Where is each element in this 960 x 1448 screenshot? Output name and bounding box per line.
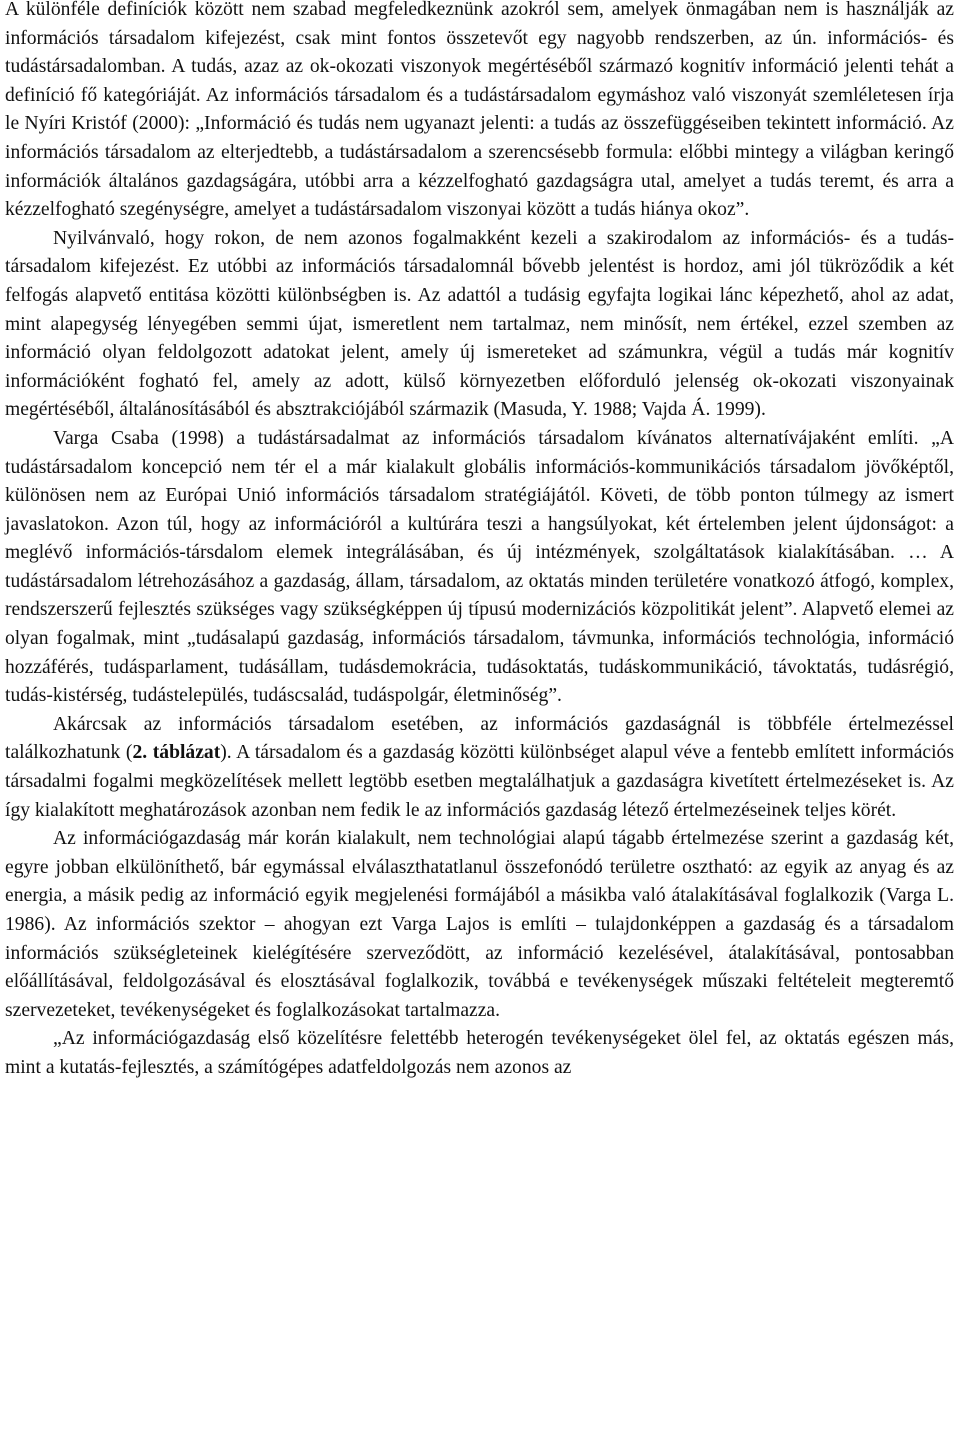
paragraph-varga-csaba: Varga Csaba (1998) a tudástársadalmat az információs társadalom kívánatos alternatívájaként említi. „A tudástársadalom koncepció nem tér el a már kialakult globális információs-kommunikációs társadalom jövőképtől, különösen nem az Európai Unió információs társadalom stratégiájától. Követi, de több ponton túlmegy az ismert javaslatokon. Azon túl, hogy az információról a kultúrára teszi a hangsúlyokat, két értelemben jelent újdonságot: a meglévő információs-társdalom elemek integrálásában, és új intézmények, szolgáltatások kialakításában. … A tudástársadalom létrehozásához a gazdaság, állam, társadalom, az oktatás minden területére vonatkozó átfogó, komplex, rendszerszerű fejlesztés szükséges vagy szükségképpen új típusú modernizációs közpolitikát jelent”. Alapvető elemei az olyan fogalmak, mint „tudásalapú gazdaság, információs társadalom, távmunka, információs technológia, információ hozzáférés, tudásparlament, tudásállam, tudásdemokrácia, tudásoktatás, tudáskommunikáció, távoktatás, tudásrégió, tudás-kistérség, tudástelepülés, tudáscsalád, tudáspolgár, életminőség”. [5,427,954,707]
paragraph-text-after: ). A társadalom és a gazdaság közötti különbséget alapul véve a fentebb említett információs társadalmi fogalmi megközelítések mellett legtöbb esetben megtalálhatjuk a gazdaságra kivetített értelmezéseket is. Az így kialakított meghatározások azonban nem fedik le az információs gazdaság létező értelmezéseinek teljes körét. [5,742,954,821]
paragraph-information-sector: Az információgazdaság már korán kialakult, nem technológiai alapú tágabb értelmezése szerint a gazdaság két, egyre jobban elkülöníthető, bár egymással elválaszthatatlanul összefonódó területre osztható: az egyik az anyag és az energia, a másik pedig az információ egyik megjelenési formájából a másikba való átalakításával foglalkozik (Varga L. 1986). Az információs szektor – ahogyan ezt Varga Lajos is említi – tulajdonképpen a gazdaság és a társadalom információs szükségleteinek kielégítésére szerveződött, az információ kezelésével, átalakításával, pontosabban előállításával, feldolgozásával és elosztásával foglalkozik, továbbá e tevékenységek műszaki feltételeit megteremtő szervezeteket, tevékenységeket és foglalkozásokat tartalmazza. [5,828,954,1021]
paragraph-definitions: A különféle definíciók között nem szabad megfeledkeznünk azokról sem, amelyek önmagában nem is használják az információs társadalom kifejezést, csak mint fontos összetevőt egy nagyobb rendszerben, az ún. információs- és tudástársadalomban. A tudás, azaz az ok-okozati viszonyok megértéséből származó kognitív információ jelenti tehát a definíció fő kategóriáját. Az információs társadalom és a tudástársadalom egymáshoz való viszonyát szemléletesen írja le Nyíri Kristóf (2000): „Információ és tudás nem ugyanazt jelenti: a tudás az összefüggéseiben tekintett információ. Az információs társadalom az elterjedtebb, a tudástársadalom a szerencsésebb formula: előbbi mintegy a világban keringő információk általános gazdagságára, utóbbi arra a kézzelfogható gazdagságra utal, amelyet a tudás teremt, és arra a kézzelfogható szegénységre, amelyet a tudástársadalom viszonyai között a tudás hiánya okoz”. [5,0,954,221]
paragraph-text-before: Akárcsak az információs társadalom esetében, az információs gazdaságnál is többféle értelmezéssel találkozhatunk ( [5,713,954,764]
paragraph-knowledge-society: Nyilvánvaló, hogy rokon, de nem azonos fogalmakként kezeli a szakirodalom az információs- és a tudás-társadalom kifejezést. Ez utóbbi az információs társadalomnál bővebb jelentést is hordoz, ami jól tükröződik a két felfogás alapvető entitása közötti különbségben is. Az adattól a tudásig egyfajta logikai lánc képezhető, ahol az adat, mint alapegység lényegében semmi újat, ismeretlent nem tartalmaz, nem minősít, nem értékel, ezzel szemben az információ olyan feldolgozott adatokat jelent, amely új ismereteket ad számunkra, végül a tudás már kognitív információként fogható fel, amely az adott, külső környezetben előforduló jelenség ok-okozati viszonyainak megértéséből, általánosításából és absztrakciójából származik (Masuda, Y. 1988; Vajda Á. 1999). [5,227,954,421]
paragraph-heterogeneous-activities: „Az információgazdaság első közelítésre felettébb heterogén tevékenységeket ölel fel, az oktatás egészen más, mint a kutatás-fejlesztés, a számítógépes adatfeldolgozás nem azonos az [5,1028,954,1078]
paragraph-information-economy [5,711,954,825]
table-reference: 2. táblázat [132,742,221,764]
